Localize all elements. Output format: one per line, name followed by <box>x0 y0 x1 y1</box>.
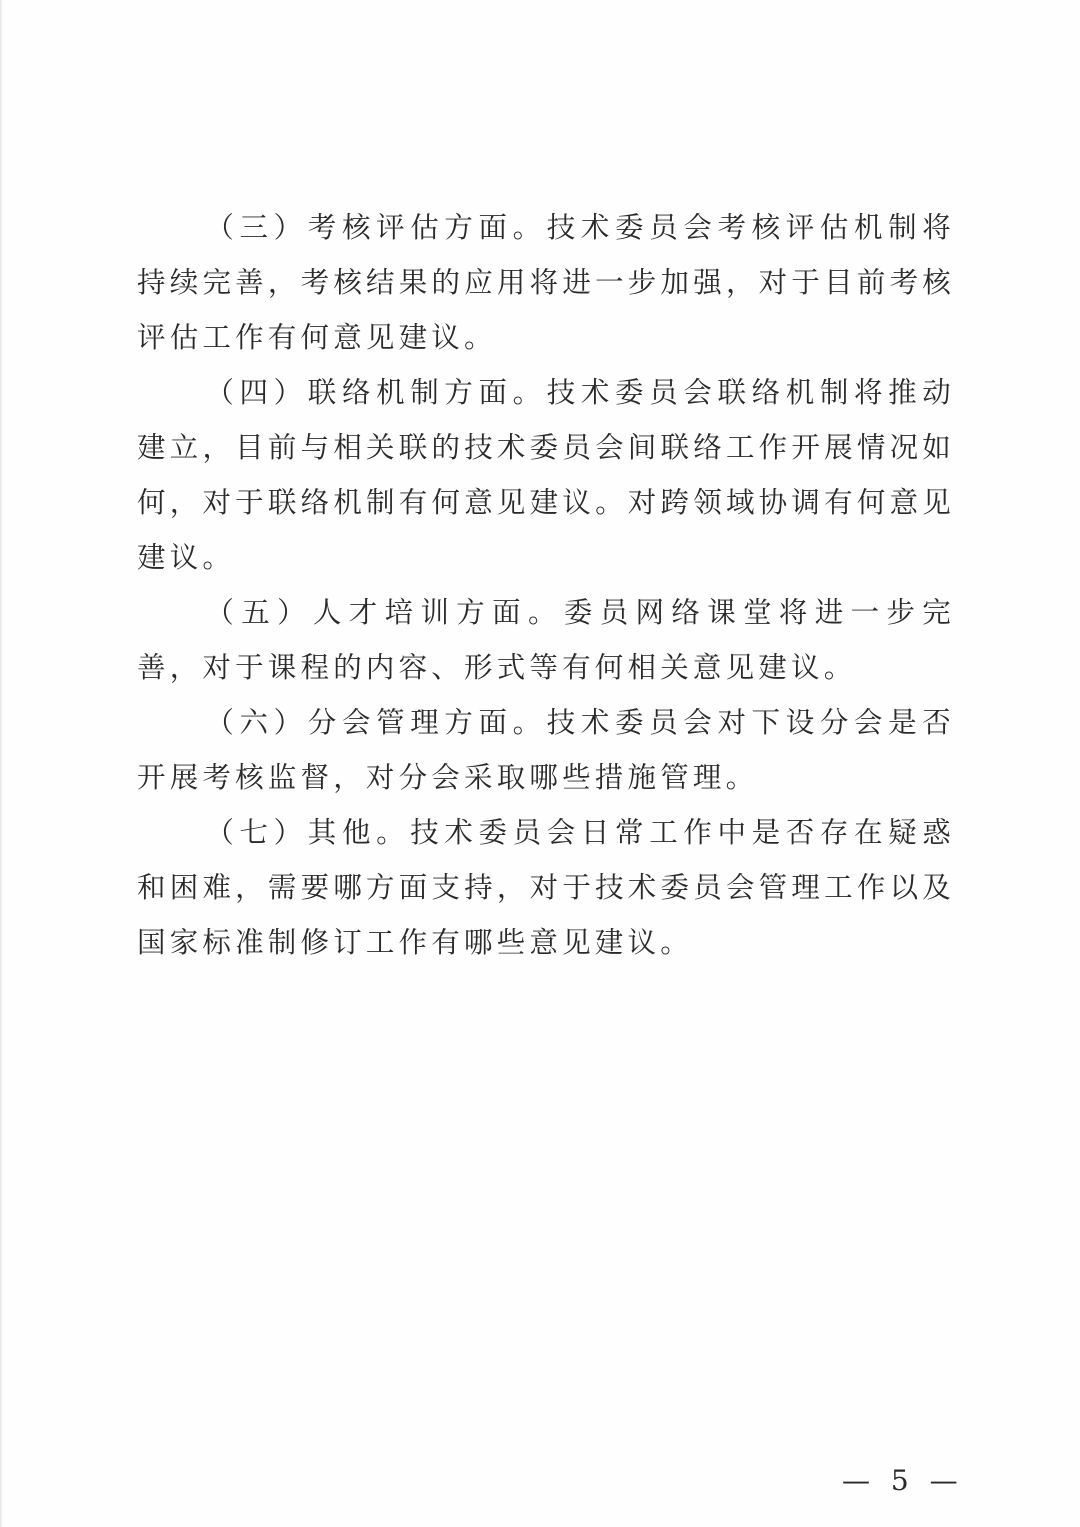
page-number: — 5 — <box>842 1464 964 1497</box>
paragraph-branch-management: （六）分会管理方面。技术委员会对下设分会是否开展考核监督，对分会采取哪些措施管理。 <box>137 706 955 794</box>
document-body <box>137 200 955 970</box>
paragraph-other: （七）其他。技术委员会日常工作中是否存在疑惑和困难，需要哪方面支持，对于技术委员会管理工作以及国家标准制修订工作有哪些意见建议。 <box>137 816 955 959</box>
paragraph-assessment: （三）考核评估方面。技术委员会考核评估机制将持续完善，考核结果的应用将进一步加强，对于目前考核评估工作有何意见建议。 <box>137 211 955 354</box>
paragraph-training: （五）人才培训方面。委员网络课堂将进一步完善，对于课程的内容、形式等有何相关意见建议。 <box>137 596 955 684</box>
scan-edge <box>0 0 3 1527</box>
paragraph-liaison: （四）联络机制方面。技术委员会联络机制将推动建立，目前与相关联的技术委员会间联络工作开展情况如何，对于联络机制有何意见建议。对跨领域协调有何意见建议。 <box>137 376 955 574</box>
